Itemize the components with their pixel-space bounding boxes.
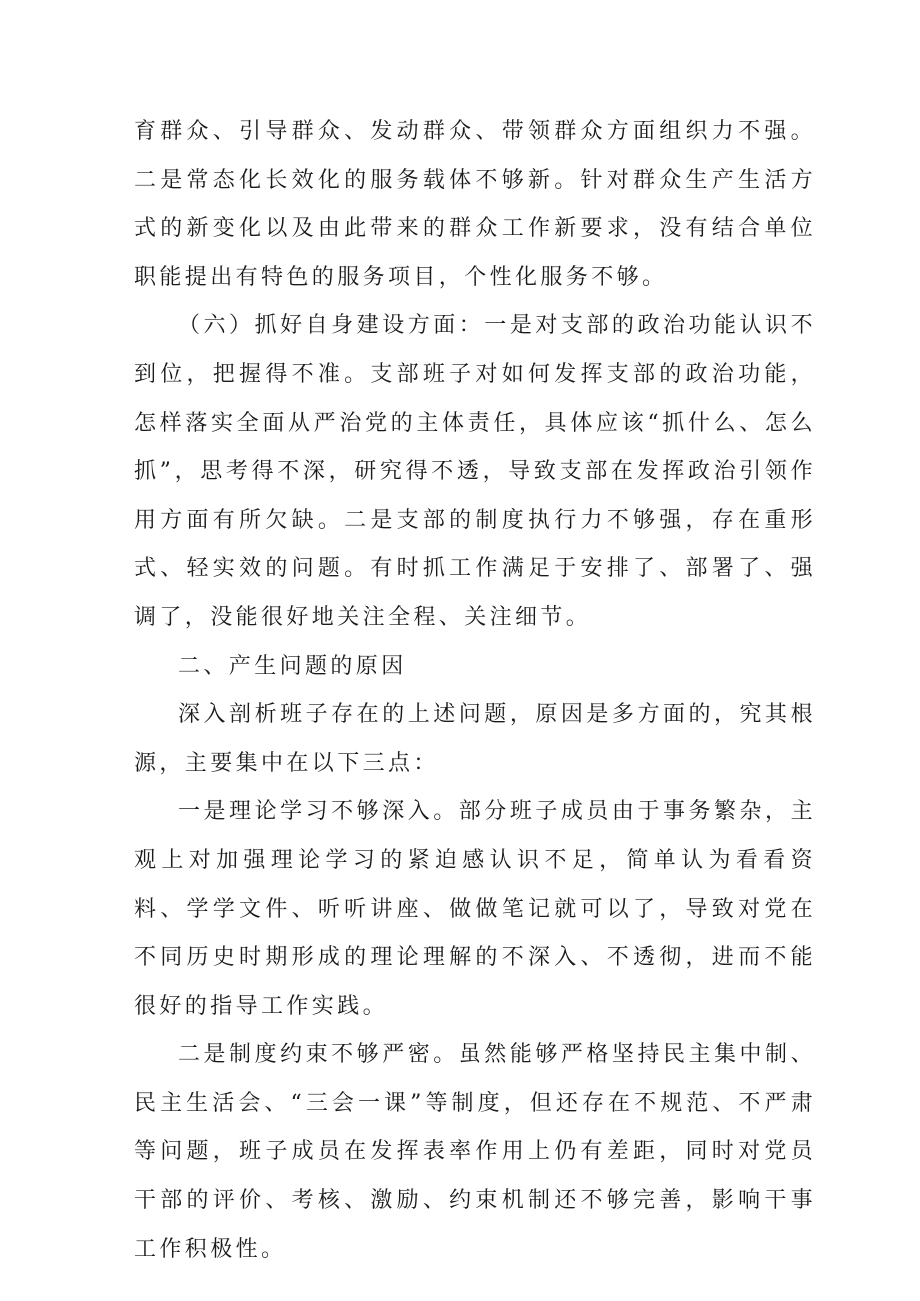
paragraph-cause-theory-study: 一是理论学习不够深入。部分班子成员由于事务繁杂，主观上对加强理论学习的紧迫感认识不足，简单认为看看资料、学学文件、听听讲座、做做笔记就可以了，导致对党在不同历史时期形成的理论理解的不深入、不透彻，进而不能很好的指导工作实践。: [134, 799, 816, 1019]
paragraph-causes-intro: 深入剖析班子存在的上述问题，原因是多方面的，究其根源，主要集中在以下三点：: [134, 702, 816, 776]
paragraph-self-construction: （六）抓好自身建设方面：一是对支部的政治功能认识不到位，把握得不准。支部班子对如何发挥支部的政治功能，怎样落实全面从严治党的主体责任，具体应该“抓什么、怎么抓”，思考得不深，研究得不透，导致支部在发挥政治引领作用方面有所欠缺。二是支部的制度执行力不够强，存在重形式、轻实效的问题。有时抓工作满足于安排了、部署了、强调了，没能很好地关注全程、关注细节。: [134, 313, 816, 630]
paragraph-continuation: 育群众、引导群众、发动群众、带领群众方面组织力不强。二是常态化长效化的服务载体不够新。针对群众生产生活方式的新变化以及由此带来的群众工作新要求，没有结合单位职能提出有特色的服务项目，个性化服务不够。: [134, 119, 816, 290]
document-body: [134, 108, 816, 1274]
paragraph-cause-institutional-constraints: 二是制度约束不够严密。虽然能够严格坚持民主集中制、民主生活会、“三会一课”等制度，但还存在不规范、不严肃等问题，班子成员在发挥表率作用上仍有差距，同时对党员干部的评价、考核、激励、约束机制还不够完善，影响干事工作积极性。: [134, 1042, 816, 1262]
section-heading-causes: 二、产生问题的原因: [178, 653, 407, 679]
